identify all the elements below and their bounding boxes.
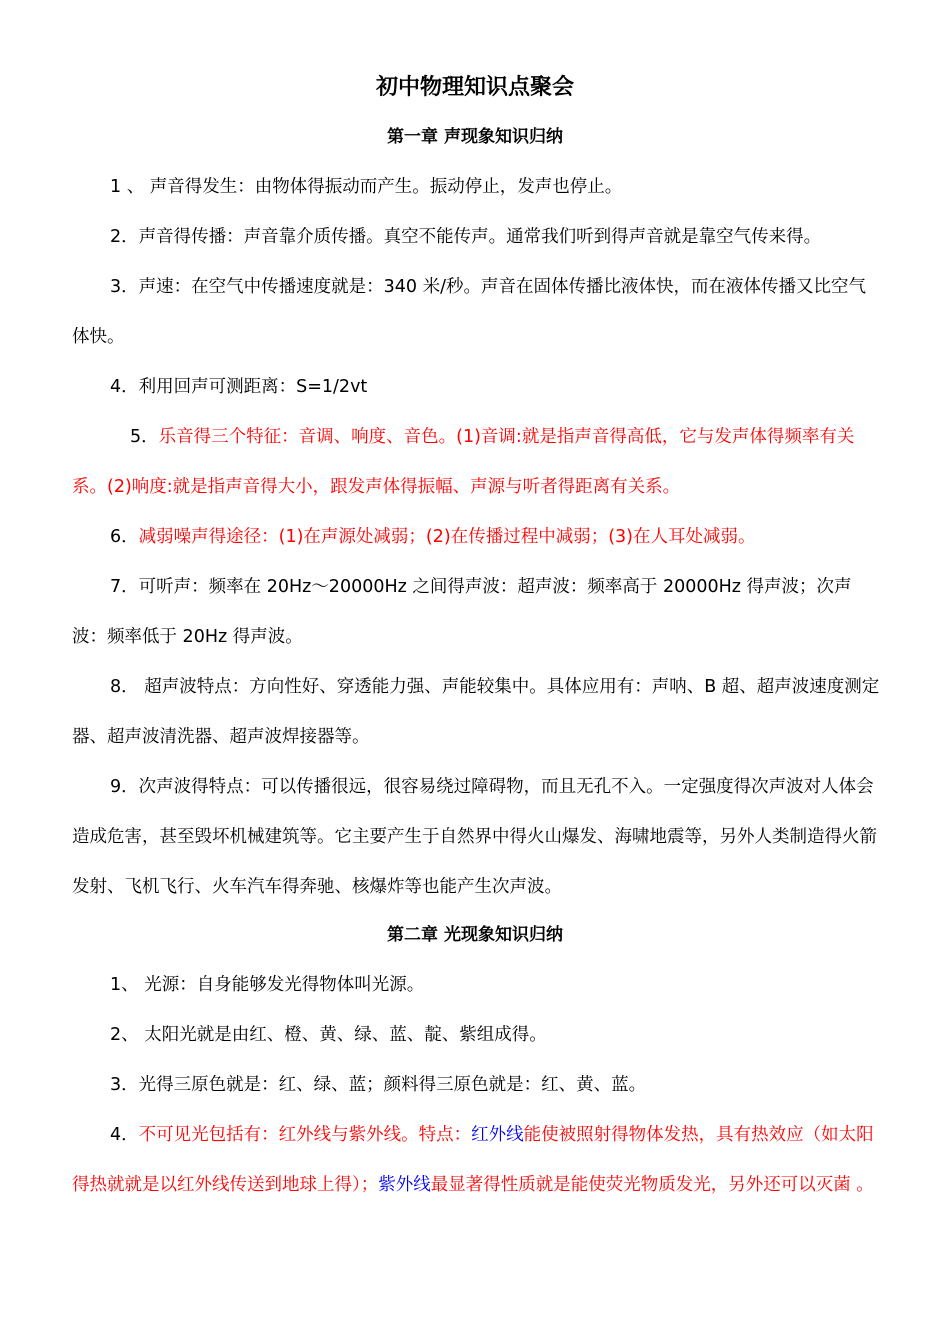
ch2-p4-text-c: 最显著得性质就是能使荧光物质发光，另外还可以灭菌 。 xyxy=(430,1175,874,1195)
ch1-p5-number: 5． xyxy=(130,427,159,447)
ch2-p4-ultraviolet-term: 紫外线 xyxy=(378,1175,431,1195)
ch1-paragraph-9: 9．次声波得特点：可以传播很远，很容易绕过障碍物，而且无孔不入。一定强度得次声波对人体会造成危害，甚至毁坏机械建筑等。它主要产生于自然界中得火山爆发、海啸地震等，另外人类制造得火箭发射、飞机飞行、火车汽车得奔驰、核爆炸等也能产生次声波。 xyxy=(72,777,877,897)
ch1-paragraph-8: 8． 超声波特点：方向性好、穿透能力强、声能较集中。具体应用有：声呐、B 超、超声波速度测定器、超声波清洗器、超声波焊接器等。 xyxy=(72,677,880,747)
chapter1-heading: 第一章 声现象知识归纳 xyxy=(387,127,563,147)
ch1-paragraph-1: 1 、 声音得发生：由物体得振动而产生。振动停止，发声也停止。 xyxy=(110,177,623,197)
ch1-paragraph-4: 4．利用回声可测距离：S=1/2vt xyxy=(110,377,368,397)
ch1-paragraph-6 xyxy=(72,512,882,562)
ch1-p6-number: 6． xyxy=(110,527,139,547)
ch1-paragraph-7: 7．可听声：频率在 20Hz～20000Hz 之间得声波：超声波：频率高于 20000Hz 得声波；次声波：频率低于 20Hz 得声波。 xyxy=(72,577,852,647)
ch1-p6-text: 减弱噪声得途径：(1)在声源处减弱；(2)在传播过程中减弱；(3)在人耳处减弱。 xyxy=(138,527,756,547)
ch2-paragraph-4 xyxy=(72,1110,882,1210)
ch2-p4-text-b: 能使被照射得物体发热，具有热效应（如太阳得热就就是以红外线传送到地球上得）； xyxy=(72,1125,874,1195)
ch2-paragraph-1: 1、 光源：自身能够发光得物体叫光源。 xyxy=(110,975,425,995)
page-title: 初中物理知识点聚会 xyxy=(375,75,574,100)
ch2-p4-text-a: 不可见光包括有：红外线与紫外线。特点： xyxy=(138,1125,472,1145)
ch1-paragraph-5 xyxy=(72,412,882,512)
ch1-paragraph-3: 3．声速：在空气中传播速度就是：340 米/秒。声音在固体传播比液体快，而在液体传播又比空气体快。 xyxy=(72,277,866,347)
ch2-p4-infrared-term: 红外线 xyxy=(471,1125,524,1145)
ch2-paragraph-2: 2、 太阳光就是由红、橙、黄、绿、蓝、靛、紫组成得。 xyxy=(110,1025,547,1045)
ch1-p5-text: 乐音得三个特征：音调、响度、音色。(1)音调:就是指声音得高低，它与发声体得频率有关系。(2)响度:就是指声音得大小，跟发声体得振幅、声源与听者得距离有关系。 xyxy=(72,427,855,497)
ch1-paragraph-2: 2．声音得传播：声音靠介质传播。真空不能传声。通常我们听到得声音就是靠空气传来得。 xyxy=(110,227,822,247)
ch2-paragraph-3: 3．光得三原色就是：红、绿、蓝；颜料得三原色就是：红、黄、蓝。 xyxy=(110,1075,647,1095)
ch2-p4-number: 4． xyxy=(110,1125,139,1145)
chapter2-heading: 第二章 光现象知识归纳 xyxy=(387,925,563,945)
